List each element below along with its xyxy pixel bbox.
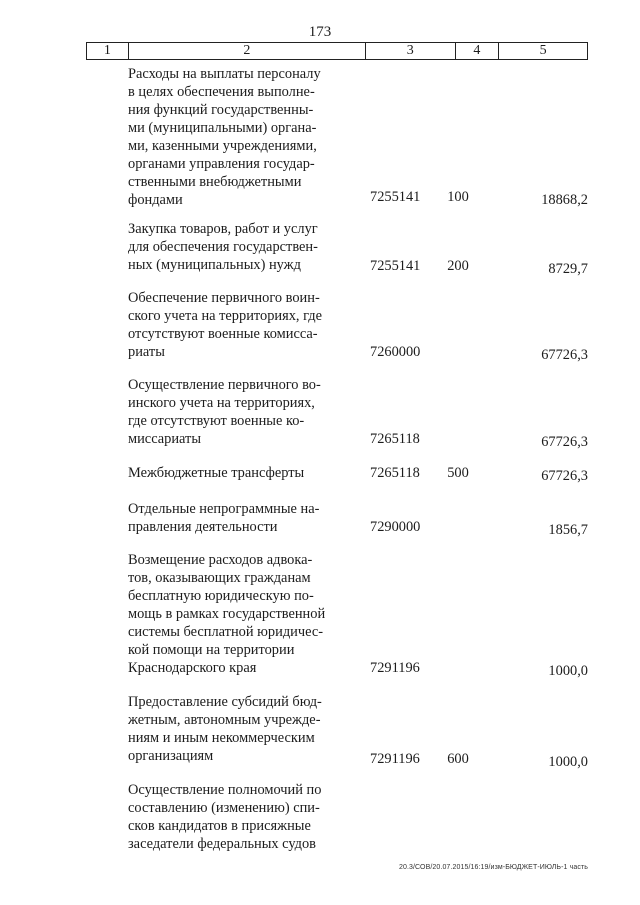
row-amount: 8729,7 [548,261,588,277]
row-expense-type: 100 [447,189,469,205]
row-amount: 67726,3 [541,468,588,484]
row-code: 7290000 [370,519,421,535]
row-code: 7265118 [370,431,420,447]
row-description: Обеспечение первичного воин- ского учета на территориях, где отсутствуют военные комисса- риаты [128,290,322,360]
row-amount: 1000,0 [548,663,588,679]
row-code: 7265118 [370,465,420,481]
header-col-3: 3 [366,43,456,59]
row-amount: 1000,0 [548,754,588,770]
row-code: 7291196 [370,751,420,767]
row-amount: 67726,3 [541,434,588,450]
row-description: Отдельные непрограммные на- правления деятельности [128,501,320,535]
row-code: 7255141 [370,189,421,205]
header-col-1: 1 [87,43,129,59]
row-amount: 18868,2 [541,192,588,208]
row-description: Расходы на выплаты персоналу в целях обеспечения выполне- ния функций государственны- ми (муниципальными) органа- ми, казенными учреждениями, органами управления государ- ственными внебюджетными фондами [128,66,321,208]
row-description: Межбюджетные трансферты [128,465,305,481]
row-description: Предоставление субсидий бюд- жетным, автономным учрежде- ниям и иным некоммерческим организациям [128,694,322,764]
row-expense-type: 200 [447,258,469,274]
row-description: Осуществление полномочий по составлению (изменению) спи- сков кандидатов в присяжные заседатели федеральных судов [128,782,322,852]
page-number: 173 [308,24,332,40]
row-description: Возмещение расходов адвока- тов, оказывающих гражданам бесплатную юридическую по- мощь в рамках государственной системы бесплатной юридичес- кой помощи на территории Краснодарского края [128,552,326,676]
footer-note: 20.3/СОВ/20.07.2015/16:19/изм-БЮДЖЕТ-ИЮЛЬ-1 часть [398,864,588,871]
row-description: Закупка товаров, работ и услуг для обеспечения государствен- ных (муниципальных) нужд [128,221,318,273]
header-col-5: 5 [539,43,547,58]
row-amount: 67726,3 [541,347,588,363]
header-col-4: 4 [456,43,500,59]
row-amount: 1856,7 [548,522,588,538]
row-code: 7255141 [370,258,421,274]
table-header-row [86,42,588,60]
header-col-2: 2 [129,43,366,59]
row-code: 7260000 [370,344,421,360]
row-code: 7291196 [370,660,420,676]
row-description: Осуществление первичного во- инского учета на территориях, где отсутствуют военные ко- миссариаты [128,377,321,447]
row-expense-type: 600 [447,751,469,767]
row-expense-type: 500 [447,465,469,481]
